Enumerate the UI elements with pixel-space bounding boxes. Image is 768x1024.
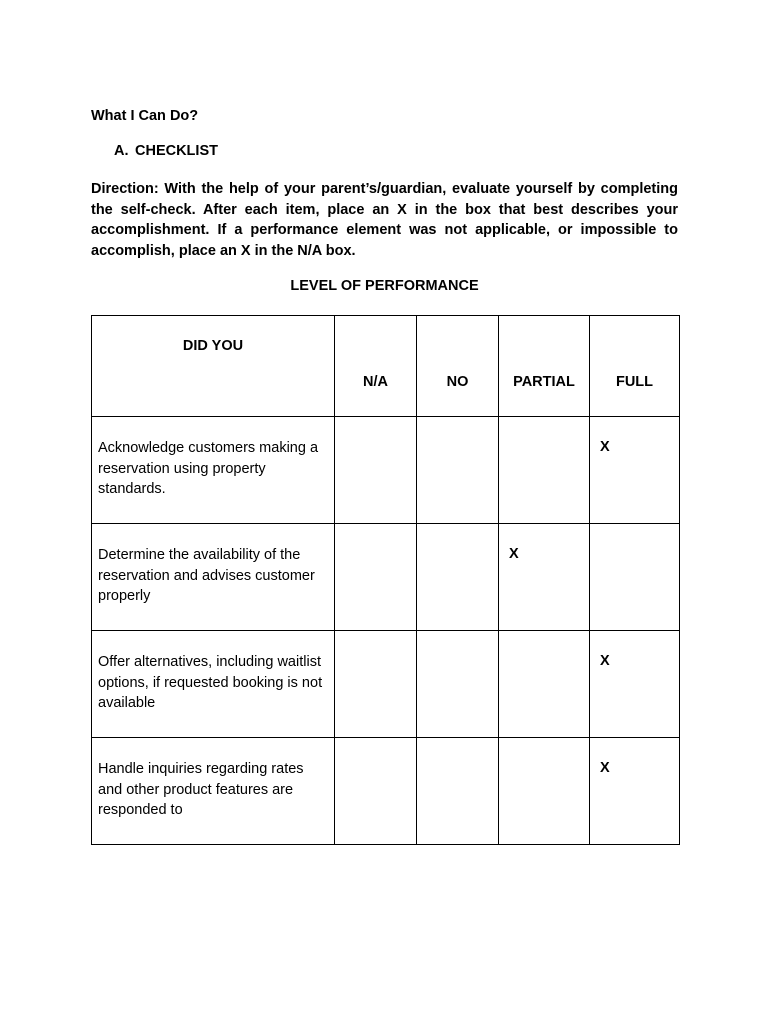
- item-cell: [92, 738, 335, 845]
- mark-cell-no[interactable]: [417, 631, 499, 738]
- mark: [590, 524, 679, 566]
- section-title: [114, 143, 218, 159]
- mark-cell-no[interactable]: [417, 417, 499, 524]
- header-cell-full: [590, 316, 680, 417]
- header-cell-na: [335, 316, 417, 417]
- mark: [335, 524, 416, 566]
- item-cell: [92, 631, 335, 738]
- mark-cell-full[interactable]: [590, 631, 680, 738]
- mark: X: [600, 439, 610, 455]
- mark-cell-partial[interactable]: [499, 738, 590, 845]
- item-text: Offer alternatives, including waitlist options, if requested booking is not available: [98, 654, 323, 712]
- table-row: [92, 524, 680, 631]
- mark: [499, 738, 589, 780]
- mark: [335, 738, 416, 780]
- mark-cell-no[interactable]: [417, 524, 499, 631]
- mark: [417, 631, 498, 673]
- table-row: [92, 738, 680, 845]
- table-header-row: [92, 316, 680, 417]
- page-heading: What I Can Do?: [91, 108, 199, 124]
- column-label-na: N/A: [363, 374, 388, 390]
- mark-cell-full[interactable]: [590, 524, 680, 631]
- did-you-label: DID YOU: [182, 338, 244, 354]
- table-row: [92, 417, 680, 524]
- mark-cell-na[interactable]: [335, 524, 417, 631]
- mark: [335, 631, 416, 673]
- checklist-table: [91, 315, 680, 845]
- mark: [335, 417, 416, 459]
- header-cell-no: [417, 316, 499, 417]
- mark-cell-na[interactable]: [335, 417, 417, 524]
- item-text: Handle inquiries regarding rates and other product features are responded to: [98, 761, 304, 819]
- mark-cell-na[interactable]: [335, 738, 417, 845]
- item-text: Determine the availability of the reservation and advises customer properly: [98, 547, 315, 605]
- mark: [417, 417, 498, 459]
- mark: X: [600, 760, 610, 776]
- mark-cell-partial[interactable]: [499, 417, 590, 524]
- mark: X: [600, 653, 610, 669]
- level-of-performance-title: LEVEL OF PERFORMANCE: [290, 278, 479, 294]
- mark: [417, 524, 498, 566]
- mark: [417, 738, 498, 780]
- mark-cell-na[interactable]: [335, 631, 417, 738]
- table-row: [92, 631, 680, 738]
- header-cell-partial: [499, 316, 590, 417]
- mark: [499, 417, 589, 459]
- column-label-no: NO: [446, 374, 469, 390]
- item-cell: [92, 524, 335, 631]
- item-cell: [92, 417, 335, 524]
- direction-paragraph: Direction: With the help of your parent’s/guardian, evaluate yourself by completing the self-check. After each item, place an X in the box that best describes your accomplishment. If a performance element was not applicable, or impossible to accomplish, place an X in the N/A box.: [91, 181, 678, 260]
- mark-cell-no[interactable]: [417, 738, 499, 845]
- mark-cell-partial[interactable]: [499, 524, 590, 631]
- column-label-full: FULL: [615, 374, 654, 390]
- section-title-text: CHECKLIST: [135, 143, 218, 159]
- column-label-partial: PARTIAL: [513, 374, 575, 390]
- mark-cell-full[interactable]: [590, 738, 680, 845]
- mark-cell-full[interactable]: [590, 417, 680, 524]
- mark: X: [509, 546, 519, 562]
- mark: [499, 631, 589, 673]
- did-you-header-cell: [92, 316, 335, 417]
- item-text: Acknowledge customers making a reservation using property standards.: [98, 440, 319, 498]
- mark-cell-partial[interactable]: [499, 631, 590, 738]
- section-letter: A.: [114, 143, 129, 159]
